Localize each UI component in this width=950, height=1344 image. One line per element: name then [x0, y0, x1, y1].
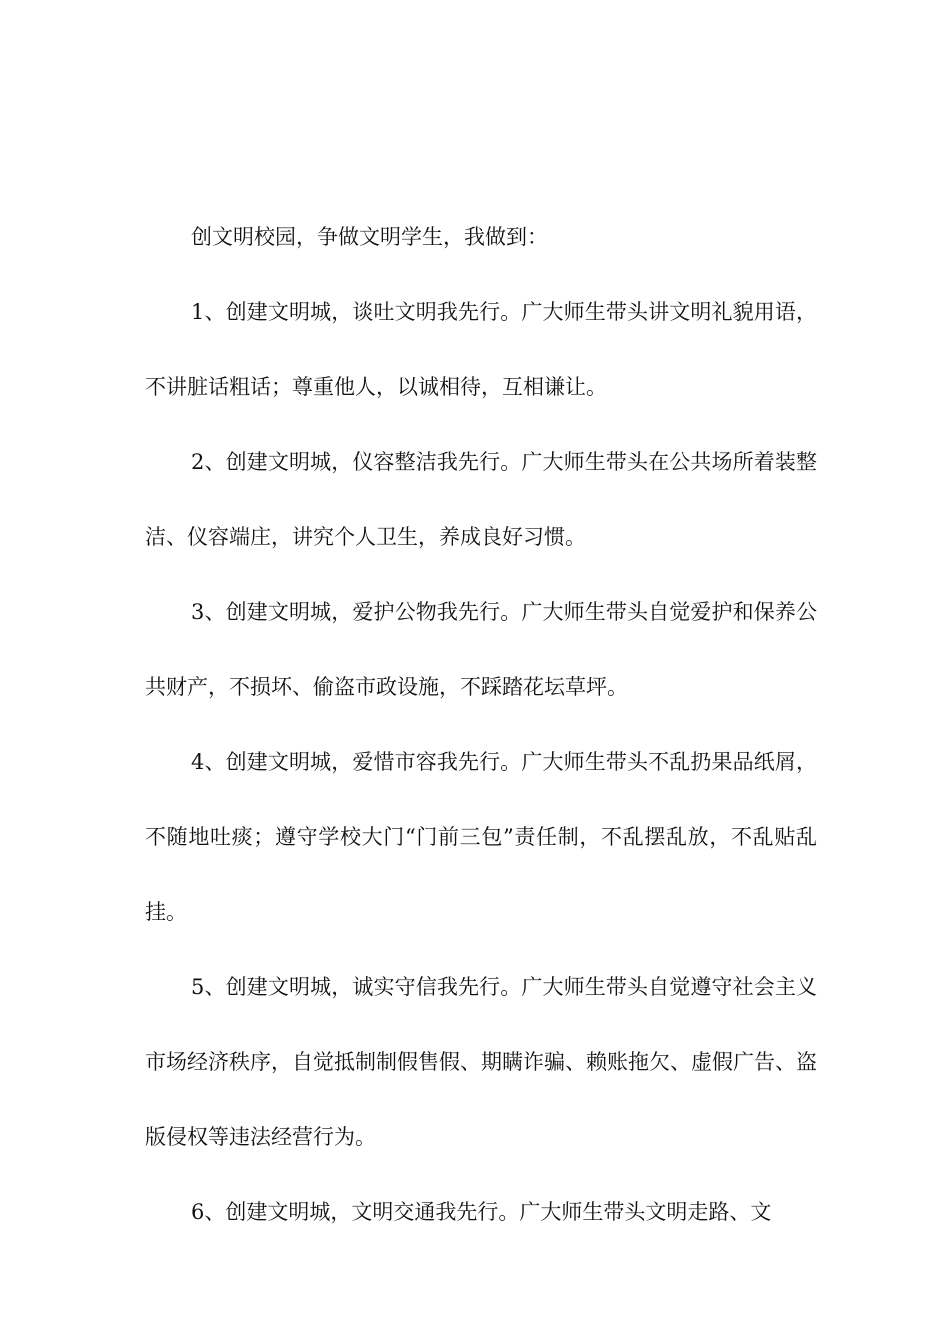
item-paragraph-4: 4、创建文明城，爱惜市容我先行。广大师生带头不乱扔果品纸屑，不随地吐痰；遵守学校大门“门前三包”责任制，不乱摆乱放，不乱贴乱挂。	[145, 750, 817, 924]
item-paragraph-3: 3、创建文明城，爱护公物我先行。广大师生带头自觉爱护和保养公共财产，不损坏、偷盗市政设施，不踩踏花坛草坪。	[145, 600, 817, 699]
intro-paragraph: 创文明校园，争做文明学生，我做到：	[191, 225, 548, 249]
item-paragraph-6: 6、创建文明城，文明交通我先行。广大师生带头文明走路、文	[191, 1200, 772, 1224]
item-paragraph-1: 1、创建文明城，谈吐文明我先行。广大师生带头讲文明礼貌用语，不讲脏话粗话；尊重他人，以诚相待，互相谦让。	[145, 300, 817, 399]
item-paragraph-5: 5、创建文明城，诚实守信我先行。广大师生带头自觉遵守社会主义市场经济秩序，自觉抵制制假售假、期瞒诈骗、赖账拖欠、虚假广告、盗版侵权等违法经营行为。	[145, 975, 817, 1149]
document-body	[145, 200, 817, 1250]
item-paragraph-2: 2、创建文明城，仪容整洁我先行。广大师生带头在公共场所着装整洁、仪容端庄，讲究个人卫生，养成良好习惯。	[145, 450, 817, 549]
